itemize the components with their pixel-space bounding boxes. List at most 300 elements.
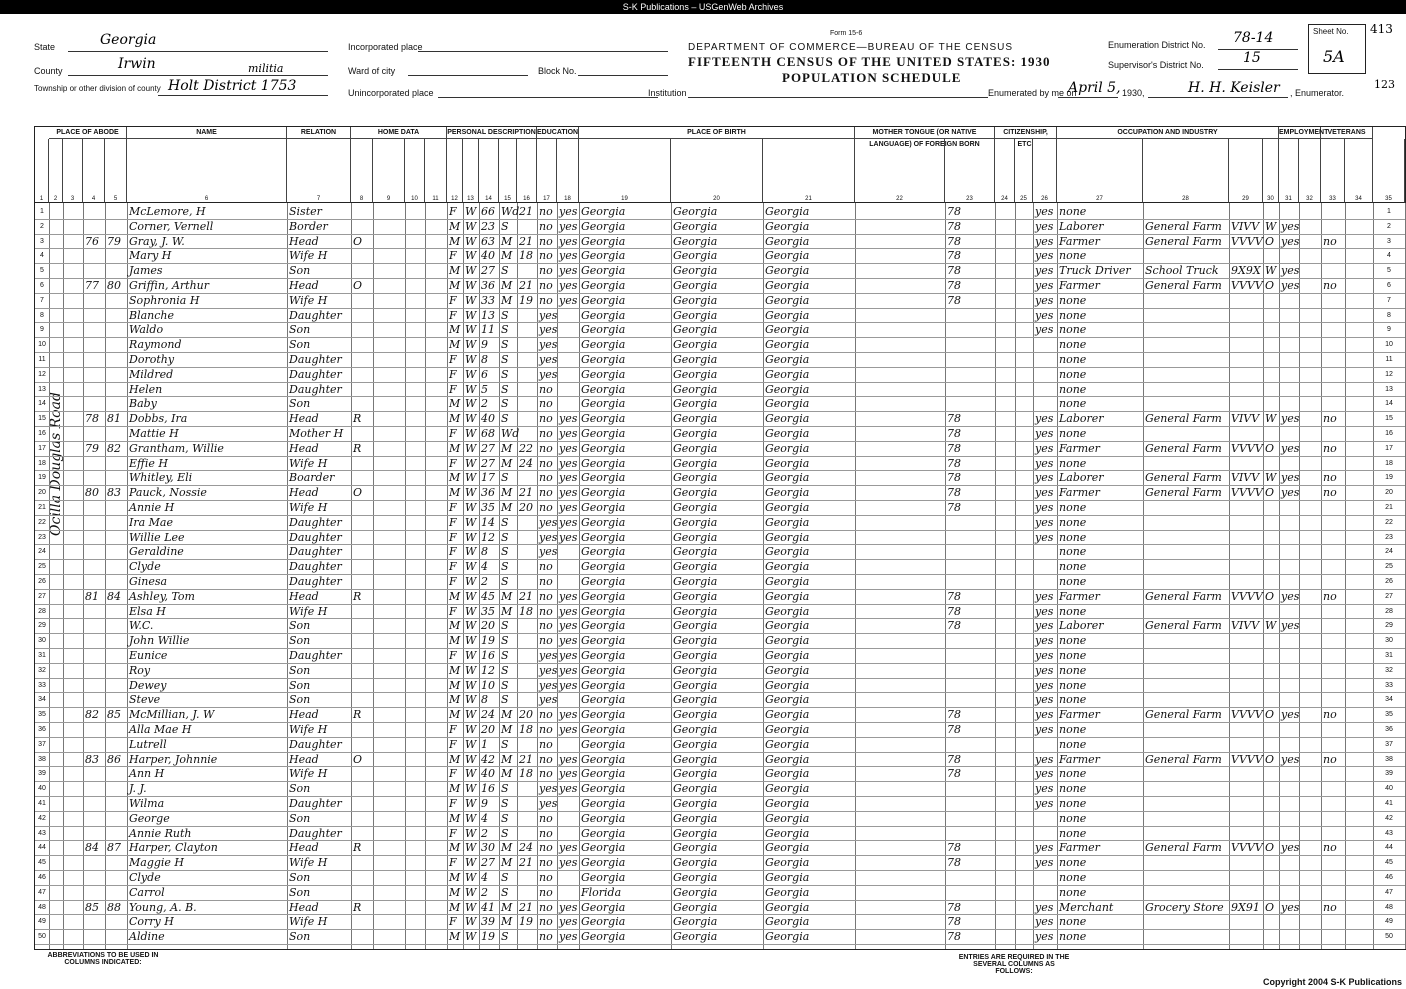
cell-sex: F xyxy=(449,515,457,529)
cell-emp: yes xyxy=(1281,219,1300,233)
column-header xyxy=(83,139,105,195)
cell-sex: M xyxy=(449,900,461,914)
cell-rel: Border xyxy=(289,219,328,233)
cell-sex: F xyxy=(449,353,457,366)
cell-sch: no xyxy=(539,486,553,500)
cell-p: Georgia xyxy=(581,353,626,366)
cell-f: Georgia xyxy=(673,619,718,633)
cell-sex: F xyxy=(449,249,457,263)
cell-p: Georgia xyxy=(581,412,626,426)
cell-race: W xyxy=(465,737,477,751)
cell-eng: yes xyxy=(1035,456,1054,470)
cell-name: Carrol xyxy=(129,885,165,899)
cell-eng: yes xyxy=(1035,412,1054,426)
cell-afm: 21 xyxy=(519,234,533,248)
cell-race: W xyxy=(465,427,477,440)
table-row xyxy=(35,871,1405,886)
cell-sex: M xyxy=(449,471,461,485)
table-row xyxy=(35,856,1405,871)
cell-occ: none xyxy=(1059,323,1087,337)
cell-race: W xyxy=(465,367,477,381)
cell-dw: 81 xyxy=(85,589,99,603)
cell-n2: 49 xyxy=(1385,918,1393,926)
cell-age: 35 xyxy=(481,501,495,514)
cell-p: Georgia xyxy=(581,486,626,500)
cell-dw: 76 xyxy=(85,234,99,248)
cell-rel: Wife H xyxy=(289,856,328,870)
cell-age: 5 xyxy=(481,382,488,396)
cell-occ: none xyxy=(1059,826,1087,840)
cell-sex: F xyxy=(449,205,457,218)
cell-race: W xyxy=(465,841,477,855)
cell-n2: 21 xyxy=(1385,504,1393,511)
cell-mar: M xyxy=(501,752,513,766)
cell-p: Georgia xyxy=(581,723,626,736)
cell-sch: no xyxy=(539,737,553,751)
cell-n2: 47 xyxy=(1385,888,1393,896)
cell-eng: yes xyxy=(1035,841,1054,855)
cell-ic: VIVV xyxy=(1231,219,1260,233)
cell-ind: School Truck xyxy=(1145,264,1219,278)
cell-n2: 26 xyxy=(1385,578,1393,585)
column-header xyxy=(557,139,579,195)
table-row xyxy=(35,915,1405,930)
column-header xyxy=(763,139,855,195)
cell-p: Georgia xyxy=(581,338,626,352)
unincorporated-label: Unincorporated place xyxy=(348,88,434,98)
cell-rel: Daughter xyxy=(289,797,342,810)
cell-sch: no xyxy=(539,471,553,485)
cell-age: 20 xyxy=(481,619,495,633)
cell-n: 40 xyxy=(38,785,46,793)
column-header xyxy=(1321,139,1345,195)
cell-m: Georgia xyxy=(765,619,810,633)
cell-sex: M xyxy=(449,279,461,292)
cell-sch: no xyxy=(539,915,553,929)
cell-f: Georgia xyxy=(673,471,718,485)
cell-n: 42 xyxy=(38,814,46,822)
cell-sch: yes xyxy=(539,782,558,796)
cell-afm: 21 xyxy=(519,486,533,500)
cell-name: Willie Lee xyxy=(129,530,185,544)
cell-code: 78 xyxy=(947,471,961,485)
cell-p: Georgia xyxy=(581,205,626,218)
cell-mar: S xyxy=(501,530,509,544)
cell-f: Georgia xyxy=(673,279,718,292)
cell-rel: Head xyxy=(289,234,319,248)
cell-m: Georgia xyxy=(765,545,810,559)
column-header xyxy=(995,139,1015,195)
cell-sch: no xyxy=(539,811,553,825)
cell-race: W xyxy=(465,634,477,648)
cell-rw: yes xyxy=(559,486,578,500)
cell-mar: S xyxy=(501,826,509,840)
cell-n2: 27 xyxy=(1385,592,1393,600)
cell-sex: F xyxy=(449,826,457,840)
cell-name: Young, A. B. xyxy=(129,900,197,914)
cell-n: 37 xyxy=(38,740,46,748)
cell-sex: F xyxy=(449,575,457,588)
cell-ic: VVVV xyxy=(1231,841,1263,855)
cell-emp: yes xyxy=(1281,589,1300,603)
cell-own: O xyxy=(353,279,363,292)
cell-race: W xyxy=(465,589,477,603)
cell-sch: no xyxy=(539,560,553,574)
cell-name: Dewey xyxy=(129,678,167,692)
cell-n2: 44 xyxy=(1385,844,1393,852)
census-title: FIFTEENTH CENSUS OF THE UNITED STATES: 1930 xyxy=(688,54,1051,69)
cell-age: 45 xyxy=(481,589,495,603)
cell-name: Eunice xyxy=(129,649,168,662)
cell-race: W xyxy=(465,930,477,944)
cell-mar: S xyxy=(501,515,509,529)
cell-n2: 19 xyxy=(1385,474,1393,482)
cell-n2: 45 xyxy=(1385,859,1393,867)
column-number: 29 xyxy=(1229,195,1263,203)
cell-sch: no xyxy=(539,456,553,470)
column-number: 2 xyxy=(49,195,63,203)
cell-n2: 32 xyxy=(1385,666,1393,674)
cell-rel: Mother H xyxy=(289,427,344,440)
column-number: 12 xyxy=(447,195,463,203)
column-number: 31 xyxy=(1279,195,1299,203)
cell-n: 28 xyxy=(38,607,46,615)
cell-own: R xyxy=(353,841,362,855)
cell-name: James xyxy=(129,264,163,278)
cell-fam: 81 xyxy=(107,412,121,426)
cell-f: Georgia xyxy=(673,323,718,337)
cell-age: 39 xyxy=(481,915,495,929)
cell-n: 46 xyxy=(38,874,46,881)
cell-eng: yes xyxy=(1035,515,1054,529)
cell-eng: yes xyxy=(1035,649,1054,662)
cell-sex: M xyxy=(449,930,461,944)
group-header: PLACE OF BIRTH xyxy=(579,127,855,139)
cell-n2: 42 xyxy=(1385,814,1393,822)
cell-name: Clyde xyxy=(129,560,161,574)
table-row xyxy=(35,634,1405,649)
cell-m: Georgia xyxy=(765,856,810,870)
cell-code: 78 xyxy=(947,486,961,500)
cell-afm: 21 xyxy=(519,900,533,914)
cell-rel: Head xyxy=(289,486,319,500)
column-number: 13 xyxy=(463,195,479,203)
cell-p: Georgia xyxy=(581,752,626,766)
cell-emp: yes xyxy=(1281,279,1300,292)
cell-occ: none xyxy=(1059,634,1087,648)
cell-name: Whitley, Eli xyxy=(129,471,193,485)
table-row xyxy=(35,590,1405,605)
cell-ic: 9X9X xyxy=(1231,264,1261,278)
cell-rel: Daughter xyxy=(289,530,342,544)
cell-sch: no xyxy=(539,501,553,514)
column-header xyxy=(463,139,479,195)
cell-sex: F xyxy=(449,767,457,781)
cell-eng: yes xyxy=(1035,471,1054,485)
cell-mar: S xyxy=(501,737,509,751)
table-row xyxy=(35,605,1405,620)
cell-p: Georgia xyxy=(581,782,626,796)
cell-occ: Farmer xyxy=(1059,841,1100,855)
cell-f: Georgia xyxy=(673,589,718,603)
cell-vet: no xyxy=(1323,589,1337,603)
cell-n2: 40 xyxy=(1385,785,1393,793)
column-header xyxy=(517,139,537,195)
cell-f: Georgia xyxy=(673,441,718,455)
cell-fam: 80 xyxy=(107,279,121,292)
cell-mar: S xyxy=(501,649,509,662)
cell-sch: no xyxy=(539,885,553,899)
cell-n: 4 xyxy=(40,252,44,260)
cell-eng: yes xyxy=(1035,856,1054,870)
cell-sex: M xyxy=(449,397,461,411)
cell-code: 78 xyxy=(947,264,961,278)
cell-n2: 20 xyxy=(1385,489,1393,497)
cell-name: McLemore, H xyxy=(129,205,206,218)
cell-mar: S xyxy=(501,382,509,396)
cell-eng: yes xyxy=(1035,930,1054,944)
cell-rw: yes xyxy=(559,589,578,603)
cell-f: Georgia xyxy=(673,930,718,944)
cell-age: 12 xyxy=(481,530,495,544)
cell-n: 19 xyxy=(38,474,46,482)
cell-rel: Son xyxy=(289,693,311,707)
cell-n: 27 xyxy=(38,592,46,600)
cell-race: W xyxy=(465,649,477,662)
cell-age: 63 xyxy=(481,234,495,248)
cell-vet: no xyxy=(1323,841,1337,855)
group-header: VETERANS xyxy=(1321,127,1373,139)
cell-sex: M xyxy=(449,678,461,692)
cell-race: W xyxy=(465,382,477,396)
cell-m: Georgia xyxy=(765,308,810,322)
cell-sch: yes xyxy=(539,338,558,352)
cell-occ: none xyxy=(1059,530,1087,544)
cell-eng: yes xyxy=(1035,501,1054,514)
column-header xyxy=(855,139,945,195)
cell-own: R xyxy=(353,900,362,914)
cell-eng: yes xyxy=(1035,530,1054,544)
cell-rel: Wife H xyxy=(289,723,328,736)
cell-n2: 9 xyxy=(1387,326,1391,334)
cell-occ: Farmer xyxy=(1059,279,1100,292)
cell-n: 36 xyxy=(38,726,46,733)
abbreviations-heading: ABBREVIATIONS TO BE USED IN COLUMNS INDICATED: xyxy=(47,952,159,966)
cell-sex: M xyxy=(449,752,461,766)
column-header xyxy=(447,139,463,195)
cell-race: W xyxy=(465,871,477,884)
cell-name: Waldo xyxy=(129,323,164,337)
cell-vet: no xyxy=(1323,708,1337,722)
cell-eng: yes xyxy=(1035,693,1054,707)
cell-rel: Daughter xyxy=(289,382,342,396)
cell-age: 2 xyxy=(481,397,488,411)
cell-sch: no xyxy=(539,382,553,396)
cell-rel: Wife H xyxy=(289,767,328,781)
cell-rw: yes xyxy=(559,856,578,870)
cell-eng: yes xyxy=(1035,219,1054,233)
table-row xyxy=(35,531,1405,546)
cell-mar: M xyxy=(501,915,513,929)
cell-rw: yes xyxy=(559,841,578,855)
cell-code: 78 xyxy=(947,900,961,914)
cell-m: Georgia xyxy=(765,871,810,884)
cell-m: Georgia xyxy=(765,930,810,944)
cell-n: 18 xyxy=(38,459,46,467)
cell-n2: 17 xyxy=(1385,444,1393,452)
cell-rw: yes xyxy=(559,634,578,648)
cell-sch: no xyxy=(539,841,553,855)
cell-rel: Son xyxy=(289,663,311,677)
cell-sex: M xyxy=(449,234,461,248)
cell-eng: yes xyxy=(1035,293,1054,307)
cell-race: W xyxy=(465,353,477,366)
cell-n: 1 xyxy=(40,208,44,215)
cell-sex: M xyxy=(449,811,461,825)
state-label: State xyxy=(34,42,56,52)
column-number: 34 xyxy=(1345,195,1373,203)
cell-rel: Son xyxy=(289,634,311,648)
cell-n2: 46 xyxy=(1385,874,1393,881)
cell-rw: yes xyxy=(559,234,578,248)
cell-sch: no xyxy=(539,634,553,648)
table-row xyxy=(35,797,1405,812)
cell-n2: 24 xyxy=(1385,548,1393,556)
cell-n: 25 xyxy=(38,563,46,571)
cell-p: Georgia xyxy=(581,797,626,810)
cell-race: W xyxy=(465,575,477,588)
cell-sex: M xyxy=(449,486,461,500)
cell-name: Mildred xyxy=(129,367,174,381)
cell-rel: Daughter xyxy=(289,353,342,366)
cell-race: W xyxy=(465,308,477,322)
cell-sch: no xyxy=(539,234,553,248)
cell-f: Georgia xyxy=(673,353,718,366)
table-row xyxy=(35,708,1405,723)
cell-age: 24 xyxy=(481,708,495,722)
cell-rel: Daughter xyxy=(289,649,342,662)
census-sheet xyxy=(28,16,1404,978)
cell-f: Georgia xyxy=(673,501,718,514)
cell-eng: yes xyxy=(1035,767,1054,781)
cell-age: 19 xyxy=(481,634,495,648)
table-row xyxy=(35,427,1405,442)
cell-age: 66 xyxy=(481,205,495,218)
supervisor-label: Supervisor's District No. xyxy=(1108,60,1204,70)
cell-afm: 19 xyxy=(519,915,533,929)
cell-code: 78 xyxy=(947,205,961,218)
cell-own: O xyxy=(353,752,363,766)
cell-age: 16 xyxy=(481,649,495,662)
cell-f: Georgia xyxy=(673,530,718,544)
cell-n: 3 xyxy=(40,237,44,245)
cell-rel: Daughter xyxy=(289,737,342,751)
cell-occ: none xyxy=(1059,308,1087,322)
cell-m: Georgia xyxy=(765,205,810,218)
cell-cw: O xyxy=(1265,234,1275,248)
cell-rel: Head xyxy=(289,441,319,455)
cell-occ: none xyxy=(1059,293,1087,307)
cell-sex: F xyxy=(449,367,457,381)
cell-afm: 18 xyxy=(519,604,533,618)
cell-f: Georgia xyxy=(673,826,718,840)
cell-eng: yes xyxy=(1035,234,1054,248)
cell-eng: yes xyxy=(1035,678,1054,692)
column-header xyxy=(425,139,447,195)
cell-dw: 83 xyxy=(85,752,99,766)
cell-vet: no xyxy=(1323,486,1337,500)
table-row xyxy=(35,782,1405,797)
cell-p: Georgia xyxy=(581,678,626,692)
cell-age: 4 xyxy=(481,811,488,825)
cell-occ: Laborer xyxy=(1059,219,1104,233)
cell-n2: 7 xyxy=(1387,296,1391,304)
cell-p: Georgia xyxy=(581,663,626,677)
cell-code: 78 xyxy=(947,856,961,870)
cell-n: 38 xyxy=(38,755,46,763)
cell-rw: yes xyxy=(559,723,578,736)
cell-p: Georgia xyxy=(581,589,626,603)
cell-age: 9 xyxy=(481,338,488,352)
cell-p: Georgia xyxy=(581,427,626,440)
column-header xyxy=(127,139,287,195)
cell-cw: O xyxy=(1265,708,1275,722)
cell-occ: none xyxy=(1059,249,1087,263)
column-number: 33 xyxy=(1321,195,1345,203)
table-row xyxy=(35,930,1405,945)
cell-rel: Wife H xyxy=(289,604,328,618)
cell-ic: VIVV xyxy=(1231,619,1260,633)
enumerator-name: H. H. Keisler xyxy=(1188,80,1280,96)
cell-rw: yes xyxy=(559,678,578,692)
cell-name: Mary H xyxy=(129,249,172,263)
cell-rel: Daughter xyxy=(289,367,342,381)
cell-rw: yes xyxy=(559,915,578,929)
cell-rel: Head xyxy=(289,412,319,426)
cell-age: 2 xyxy=(481,826,488,840)
cell-sch: no xyxy=(539,708,553,722)
cell-f: Georgia xyxy=(673,737,718,751)
cell-f: Georgia xyxy=(673,678,718,692)
cell-rw: yes xyxy=(559,663,578,677)
cell-rel: Daughter xyxy=(289,545,342,559)
cell-n: 35 xyxy=(38,711,46,719)
cell-n2: 28 xyxy=(1385,607,1393,615)
cell-fam: 82 xyxy=(107,441,121,455)
block-label: Block No. xyxy=(538,66,577,76)
cell-p: Georgia xyxy=(581,575,626,588)
cell-sch: no xyxy=(539,826,553,840)
cell-p: Georgia xyxy=(581,856,626,870)
schedule-title: POPULATION SCHEDULE xyxy=(782,70,962,85)
cell-ind: General Farm xyxy=(1145,279,1222,292)
cell-occ: none xyxy=(1059,397,1087,411)
column-header xyxy=(579,139,671,195)
cell-mar: S xyxy=(501,308,509,322)
table-row xyxy=(35,264,1405,279)
cell-ic: VVVV xyxy=(1231,279,1263,292)
cell-sex: M xyxy=(449,619,461,633)
cell-age: 9 xyxy=(481,797,488,810)
cell-occ: none xyxy=(1059,353,1087,366)
cell-rel: Wife H xyxy=(289,293,328,307)
cell-name: Ann H xyxy=(129,767,165,781)
cell-n2: 8 xyxy=(1387,311,1391,319)
cell-race: W xyxy=(465,530,477,544)
cell-age: 8 xyxy=(481,353,488,366)
cell-name: Corner, Vernell xyxy=(129,219,214,233)
county-value: Irwin xyxy=(118,56,156,72)
